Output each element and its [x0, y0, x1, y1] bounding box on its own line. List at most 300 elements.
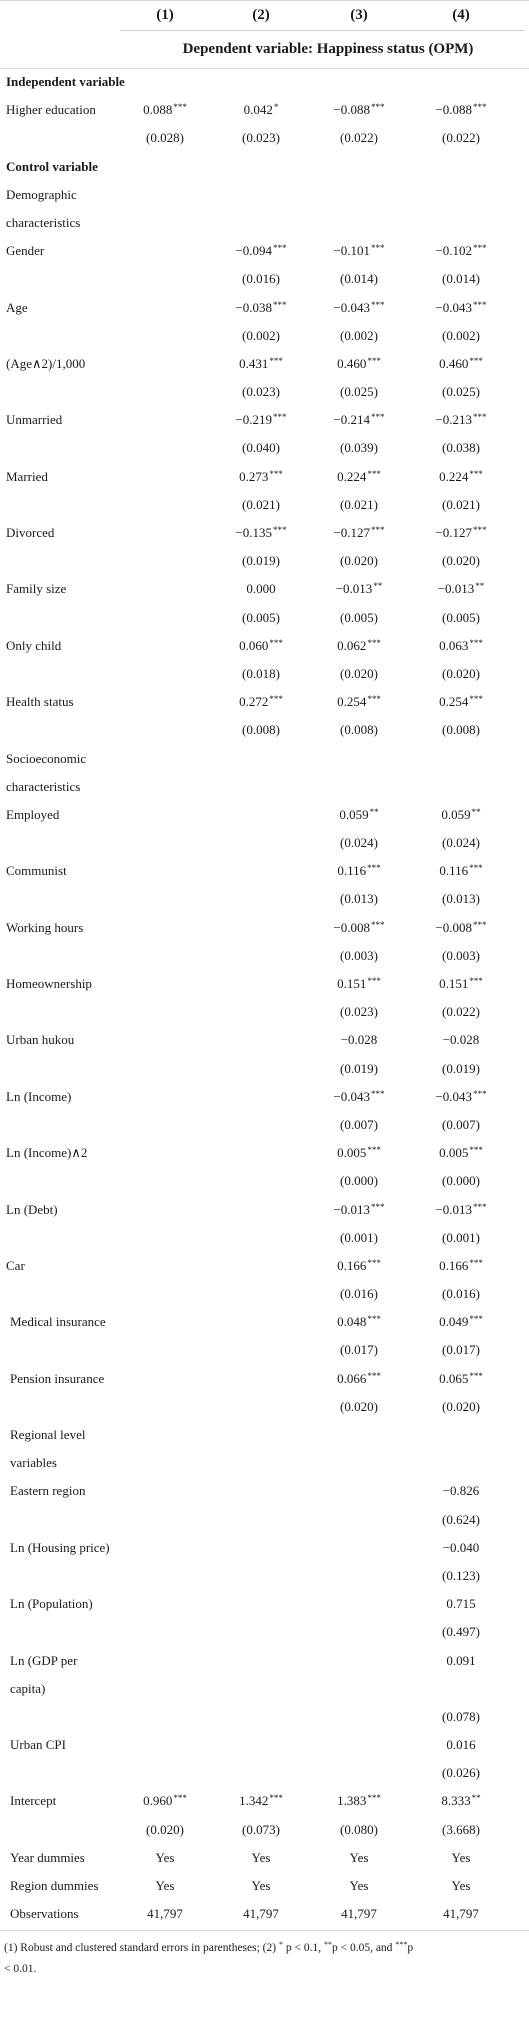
- significance-stars: ***: [273, 525, 287, 535]
- cell-value: (0.020): [340, 553, 378, 569]
- table-cell: [418, 265, 504, 293]
- row-label: Ln (Population): [10, 1596, 93, 1612]
- row-label: Health status: [6, 694, 74, 710]
- table-cell: [418, 688, 504, 717]
- table-row: [0, 914, 529, 942]
- table-row: [0, 181, 529, 209]
- table-row: [0, 1421, 529, 1449]
- table-row: [0, 1336, 529, 1364]
- table-row: [0, 745, 529, 773]
- table-row: [0, 96, 529, 124]
- cell-value: (0.001): [442, 1229, 480, 1245]
- table-cell: [316, 1139, 402, 1168]
- table-cell: [316, 350, 402, 379]
- table-row: [0, 773, 529, 801]
- significance-stars: ***: [269, 637, 283, 648]
- table-cell: [418, 857, 504, 886]
- table-cell: [418, 1703, 504, 1731]
- cell-value: 0.066: [337, 1370, 367, 1386]
- cell-value: 0.960: [143, 1793, 173, 1809]
- table-row: [0, 1816, 529, 1844]
- cell-value: −0.127: [333, 525, 371, 540]
- significance-stars: ***: [367, 468, 381, 479]
- significance-stars: ***: [367, 1370, 381, 1381]
- table-cell: [316, 1365, 402, 1394]
- cell-value: −0.040: [442, 1539, 480, 1555]
- cell-value: (0.020): [442, 665, 480, 681]
- table-row: [0, 1506, 529, 1534]
- table-cell: [418, 1477, 504, 1505]
- significance-stars: ***: [367, 355, 381, 366]
- table-cell: [122, 1872, 208, 1900]
- significance-stars: ***: [469, 355, 483, 366]
- footnote-star-3: ***: [395, 1940, 408, 1949]
- cell-value: (0.008): [442, 722, 480, 738]
- cell-value: (0.016): [340, 1286, 378, 1302]
- table-cell: [418, 1759, 504, 1787]
- table-cell: [218, 575, 304, 603]
- table-row: [0, 124, 529, 152]
- cell-value: −0.101: [333, 243, 371, 259]
- cell-value: 41,797: [147, 1906, 183, 1922]
- table-row: [0, 942, 529, 970]
- cell-value: (0.008): [340, 722, 378, 738]
- cell-value: 0.273: [239, 468, 269, 484]
- table-row: [0, 1365, 529, 1393]
- dependent-variable-heading: Dependent variable: Happiness status (OPM): [182, 41, 474, 57]
- table-cell: [316, 547, 402, 575]
- cell-value: 0.005: [337, 1145, 367, 1161]
- table-cell: [418, 1647, 504, 1675]
- table-cell: [218, 434, 304, 462]
- significance-stars: ***: [469, 1370, 483, 1381]
- significance-stars: ***: [469, 976, 483, 986]
- table-row: [0, 857, 529, 885]
- table-cell: [316, 1393, 402, 1421]
- cell-value: (0.018): [242, 665, 280, 681]
- cell-value: −0.028: [442, 1032, 480, 1048]
- significance-stars: ***: [173, 1793, 187, 1804]
- footnote-text-4: p: [407, 1942, 414, 1954]
- table-row: [0, 265, 529, 293]
- significance-stars: ***: [469, 637, 483, 648]
- table-cell: [218, 519, 304, 548]
- dependent-variable-row: [0, 30, 529, 68]
- cell-value: −0.043: [435, 299, 473, 315]
- significance-stars: ***: [367, 863, 381, 874]
- row-label: Urban hukou: [6, 1032, 75, 1048]
- cell-value: (0.003): [442, 947, 480, 963]
- cell-value: (0.025): [442, 384, 480, 400]
- significance-stars: ***: [371, 1088, 385, 1099]
- cell-value: Yes: [451, 1878, 471, 1893]
- significance-stars: ***: [273, 243, 287, 254]
- table-row: [0, 68, 529, 96]
- cell-value: −0.013: [437, 581, 475, 597]
- significance-stars: ***: [269, 1793, 283, 1804]
- significance-stars: ***: [367, 1793, 381, 1804]
- cell-value: 0.272: [239, 694, 269, 710]
- significance-stars: ***: [469, 1257, 483, 1268]
- table-cell: [122, 1816, 208, 1844]
- cell-value: (0.005): [442, 609, 480, 625]
- table-cell: [316, 1900, 402, 1928]
- cell-value: (0.005): [340, 609, 378, 625]
- cell-value: (0.007): [340, 1116, 378, 1132]
- row-label: capita): [10, 1680, 46, 1696]
- cell-value: (0.016): [242, 271, 280, 287]
- table-cell: [218, 322, 304, 350]
- table-cell: [418, 294, 504, 323]
- table-cell: [418, 660, 504, 688]
- cell-value: 0.224: [439, 468, 469, 484]
- table-cell: [418, 322, 504, 350]
- cell-value: 0.166: [337, 1257, 367, 1273]
- footnote-star-1: *: [278, 1940, 283, 1949]
- cell-value: (0.020): [442, 553, 480, 569]
- significance-stars: ***: [371, 412, 385, 423]
- table-row: [0, 660, 529, 688]
- table-cell: [418, 1308, 504, 1337]
- cell-value: (0.023): [242, 130, 280, 146]
- table-cell: [418, 1844, 504, 1872]
- row-label: Observations: [10, 1906, 79, 1922]
- table-cell: [316, 378, 402, 406]
- table-cell: [218, 547, 304, 575]
- cell-value: (0.007): [442, 1116, 480, 1132]
- table-row: [0, 1562, 529, 1590]
- table-row: [0, 378, 529, 406]
- significance-stars: ***: [371, 919, 385, 930]
- significance-stars: ***: [367, 1257, 381, 1268]
- table-cell: [418, 1280, 504, 1308]
- row-label: Region dummies: [10, 1878, 99, 1893]
- table-row: [0, 350, 529, 378]
- table-cell: [316, 688, 402, 717]
- cell-value: 0.059: [441, 806, 471, 822]
- significance-stars: ***: [469, 863, 483, 874]
- row-label: Eastern region: [10, 1483, 86, 1499]
- table-cell: [418, 885, 504, 913]
- table-row: [0, 1167, 529, 1195]
- row-label: Age: [6, 299, 28, 315]
- table-cell: [418, 519, 504, 548]
- cell-value: 0.016: [446, 1737, 476, 1753]
- table-cell: [316, 96, 402, 125]
- significance-stars: **: [471, 806, 481, 817]
- table-cell: [418, 1618, 504, 1646]
- table-cell: [418, 1252, 504, 1281]
- column-header-1: (1): [156, 7, 174, 23]
- table-row: [0, 153, 529, 181]
- table-cell: [418, 1534, 504, 1562]
- cell-value: (3.668): [442, 1821, 480, 1837]
- significance-stars: ***: [367, 694, 381, 705]
- table-row: [0, 1872, 529, 1900]
- cell-value: (0.024): [340, 835, 378, 851]
- row-label: Ln (GDP per: [10, 1652, 78, 1668]
- cell-value: (0.020): [340, 665, 378, 681]
- cell-value: (0.020): [146, 1821, 184, 1837]
- cell-value: −0.135: [235, 525, 273, 540]
- cell-value: (0.022): [340, 130, 378, 146]
- cell-value: 0.005: [439, 1145, 469, 1161]
- table-row: [0, 491, 529, 519]
- table-footnote: [4, 1938, 524, 1979]
- table-row: [0, 1675, 529, 1703]
- table-row: [0, 1590, 529, 1618]
- cell-value: −0.008: [435, 919, 473, 935]
- row-label: Gender: [6, 243, 45, 259]
- table-row: [0, 1449, 529, 1477]
- table-row: [0, 1196, 529, 1224]
- cell-value: (0.005): [242, 609, 280, 625]
- significance-stars: ***: [269, 694, 283, 705]
- significance-stars: ***: [371, 243, 385, 254]
- cell-value: 0.116: [439, 863, 469, 879]
- table-cell: [418, 463, 504, 492]
- table-cell: [218, 1872, 304, 1900]
- table-cell: [418, 1393, 504, 1421]
- cell-value: −0.013: [335, 581, 373, 597]
- row-label: Intercept: [10, 1793, 57, 1809]
- cell-value: (0.000): [442, 1173, 480, 1189]
- table-cell: [218, 491, 304, 519]
- cell-value: (0.001): [340, 1229, 378, 1245]
- cell-value: (0.021): [442, 496, 480, 512]
- cell-value: 1.383: [337, 1793, 367, 1809]
- cell-value: (0.073): [242, 1821, 280, 1837]
- cell-value: (0.002): [442, 327, 480, 343]
- table-row: [0, 434, 529, 462]
- cell-value: 0.166: [439, 1257, 469, 1273]
- table-cell: [418, 1731, 504, 1759]
- cell-value: Yes: [251, 1849, 271, 1865]
- table-cell: [218, 660, 304, 688]
- cell-value: (0.008): [242, 722, 280, 738]
- significance-stars: **: [373, 581, 383, 592]
- cell-value: (0.080): [340, 1821, 378, 1837]
- significance-stars: ***: [469, 1145, 483, 1156]
- table-cell: [316, 829, 402, 857]
- row-label: Control variable: [6, 158, 98, 174]
- cell-value: (0.013): [442, 891, 480, 907]
- row-label: Homeownership: [6, 976, 92, 991]
- cell-value: (0.020): [340, 1398, 378, 1414]
- table-row: [0, 237, 529, 265]
- row-label: Ln (Income)∧2: [6, 1145, 88, 1161]
- table-cell: [418, 1787, 504, 1816]
- row-label: Pension insurance: [10, 1370, 105, 1386]
- table-row: [0, 1731, 529, 1759]
- significance-stars: ***: [367, 1145, 381, 1156]
- significance-stars: ***: [473, 525, 487, 535]
- table-cell: [218, 378, 304, 406]
- significance-stars: ***: [473, 243, 487, 254]
- table-cell: [122, 96, 208, 125]
- significance-stars: ***: [469, 1314, 483, 1325]
- cell-value: 0.254: [337, 694, 367, 710]
- table-cell: [316, 1844, 402, 1872]
- cell-value: −0.214: [333, 412, 371, 428]
- table-row: [0, 1252, 529, 1280]
- column-header-row: [0, 0, 529, 30]
- row-label: Employed: [6, 806, 60, 822]
- table-cell: [316, 1196, 402, 1225]
- row-label: Higher education: [6, 102, 96, 118]
- cell-value: 0.088: [143, 102, 173, 118]
- cell-value: 8.333: [441, 1793, 471, 1809]
- table-cell: [418, 575, 504, 604]
- table-cell: [316, 1872, 402, 1900]
- table-row: [0, 575, 529, 603]
- table-cell: [316, 716, 402, 744]
- cell-value: (0.019): [340, 1060, 378, 1076]
- table-row: [0, 463, 529, 491]
- cell-value: −0.213: [435, 412, 473, 428]
- row-label: Medical insurance: [10, 1314, 106, 1330]
- table-cell: [418, 1506, 504, 1534]
- table-cell: [418, 1111, 504, 1139]
- table-cell: [418, 237, 504, 266]
- cell-value: −0.013: [435, 1201, 473, 1217]
- row-label: Independent variable: [6, 74, 125, 89]
- table-cell: [418, 716, 504, 744]
- table-row: [0, 1224, 529, 1252]
- cell-value: (0.025): [340, 384, 378, 400]
- cell-value: (0.003): [340, 947, 378, 963]
- cell-value: Yes: [155, 1849, 175, 1865]
- table-cell: [418, 1224, 504, 1252]
- table-cell: [418, 1167, 504, 1195]
- table-cell: [418, 547, 504, 575]
- cell-value: 0.063: [439, 637, 469, 653]
- table-cell: [418, 350, 504, 379]
- table-cell: [316, 942, 402, 970]
- table-row: [0, 604, 529, 632]
- table-cell: [218, 1844, 304, 1872]
- table-cell: [218, 1787, 304, 1816]
- table-row: [0, 970, 529, 998]
- table-cell: [418, 491, 504, 519]
- table-cell: [418, 1083, 504, 1112]
- table-cell: [418, 1196, 504, 1225]
- footnote-star-2: **: [323, 1940, 332, 1949]
- significance-stars: **: [475, 581, 485, 592]
- table-cell: [218, 237, 304, 266]
- significance-stars: ***: [469, 468, 483, 479]
- table-cell: [316, 265, 402, 293]
- table-cell: [122, 1787, 208, 1816]
- row-label: Year dummies: [10, 1849, 85, 1865]
- row-label: Only child: [6, 637, 62, 653]
- table-cell: [218, 716, 304, 744]
- cell-value: −0.043: [333, 299, 371, 315]
- table-cell: [418, 378, 504, 406]
- cell-value: (0.024): [442, 835, 480, 851]
- table-row: [0, 1787, 529, 1815]
- table-cell: [316, 660, 402, 688]
- cell-value: (0.078): [442, 1708, 480, 1724]
- table-cell: [418, 1590, 504, 1618]
- significance-stars: ***: [469, 694, 483, 705]
- table-row: [0, 519, 529, 547]
- table-cell: [418, 406, 504, 435]
- cell-value: 0.065: [439, 1370, 469, 1386]
- footnote-text-2: p < 0.1,: [282, 1942, 324, 1954]
- cell-value: (0.123): [442, 1567, 480, 1583]
- cell-value: 0.460: [439, 355, 469, 371]
- row-label: characteristics: [6, 214, 81, 230]
- table-cell: [316, 1336, 402, 1364]
- cell-value: 0.062: [337, 637, 367, 653]
- cell-value: (0.028): [146, 130, 184, 146]
- cell-value: 0.060: [239, 637, 269, 653]
- table-cell: [418, 1026, 504, 1054]
- table-row: [0, 716, 529, 744]
- table-cell: [218, 688, 304, 717]
- row-label: Working hours: [6, 919, 84, 935]
- table-cell: [316, 857, 402, 886]
- significance-stars: ***: [473, 102, 487, 113]
- row-label: variables: [10, 1455, 57, 1471]
- cell-value: 0.000: [246, 581, 276, 597]
- cell-value: 0.431: [239, 355, 269, 371]
- table-row: [0, 885, 529, 913]
- cell-value: (0.000): [340, 1173, 378, 1189]
- table-cell: [418, 1055, 504, 1083]
- table-cell: [316, 406, 402, 435]
- cell-value: −0.088: [435, 102, 473, 118]
- cell-value: (0.017): [340, 1342, 378, 1358]
- cell-value: 0.048: [337, 1314, 367, 1330]
- table-row: [0, 1900, 529, 1928]
- table-cell: [316, 463, 402, 492]
- significance-stars: ***: [473, 299, 487, 310]
- significance-stars: **: [471, 1793, 481, 1804]
- row-label: Socioeconomic: [6, 750, 87, 766]
- column-header-4: (4): [452, 7, 470, 23]
- cell-value: 0.254: [439, 694, 469, 710]
- table-row: [0, 209, 529, 237]
- row-label: Unmarried: [6, 412, 63, 428]
- cell-value: Yes: [349, 1849, 369, 1865]
- table-cell: [218, 96, 304, 125]
- table-cell: [122, 1900, 208, 1928]
- row-label: Ln (Housing price): [10, 1539, 110, 1555]
- table-row: [0, 1393, 529, 1421]
- significance-stars: ***: [269, 355, 283, 366]
- table-cell: [418, 632, 504, 661]
- table-cell: [316, 322, 402, 350]
- table-cell: [418, 434, 504, 462]
- table-cell: [316, 1055, 402, 1083]
- significance-stars: ***: [367, 976, 381, 986]
- table-cell: [418, 970, 504, 999]
- row-label: Ln (Income): [6, 1088, 72, 1104]
- table-cell: [218, 294, 304, 323]
- table-row: [0, 1759, 529, 1787]
- table-cell: [418, 914, 504, 943]
- significance-stars: **: [369, 806, 379, 817]
- table-cell: [418, 1139, 504, 1168]
- significance-stars: ***: [371, 525, 385, 535]
- cell-value: 0.049: [439, 1314, 469, 1330]
- cell-value: 0.042: [243, 102, 273, 118]
- significance-stars: ***: [473, 1201, 487, 1212]
- cell-value: −0.127: [435, 525, 473, 540]
- table-row: [0, 632, 529, 660]
